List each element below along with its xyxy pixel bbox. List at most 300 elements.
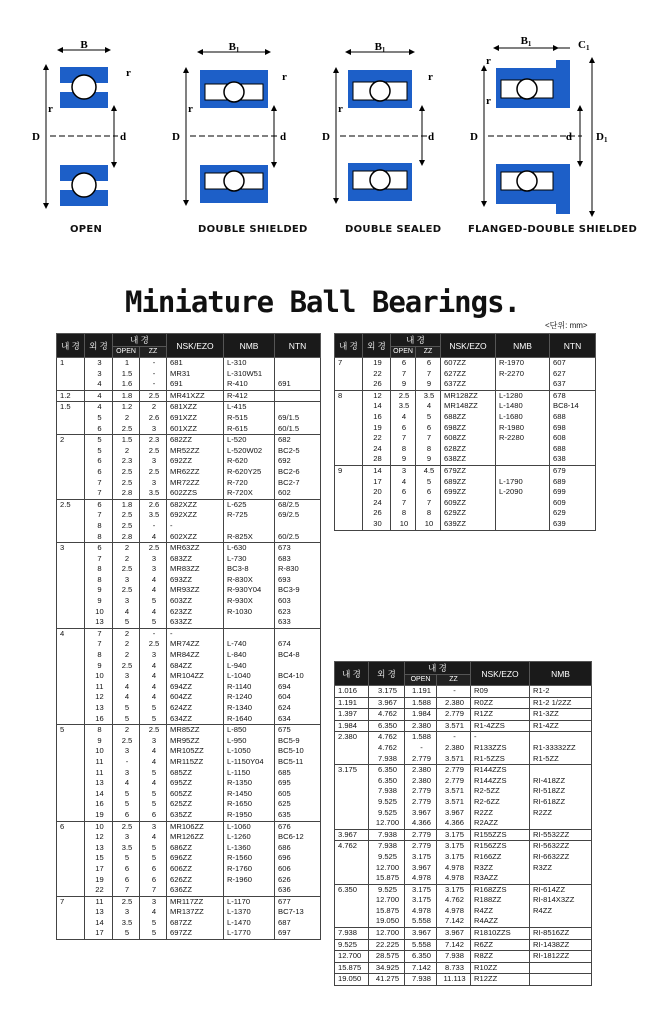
table-cell: R-1450 [224,789,275,800]
table-row [335,732,592,743]
table-cell: 1.2 [113,402,140,413]
table-cell: 3.175 [405,895,437,906]
table-cell: 6 [113,875,140,886]
table-cell [57,650,85,661]
dim-label-d: d [428,131,435,143]
table-cell: 3 [140,554,167,565]
table-cell: 5 [57,725,85,736]
table-cell: RI-8516ZZ [530,928,592,940]
table-cell: R3ZZ [471,863,530,874]
table-cell: 691 [275,379,321,390]
table-cell: MR126ZZ [167,832,224,843]
table-cell: 16 [85,714,113,725]
table-cell: MR72ZZ [167,478,224,489]
table-cell: 5 [416,412,441,423]
table-cell: MR85ZZ [167,725,224,736]
table-cell: 19 [363,358,391,369]
table-cell: 7 [85,478,113,489]
table-cell [57,575,85,586]
table-cell: 22 [363,433,391,444]
table-cell: 2.3 [113,456,140,467]
table-cell: 3.5 [391,401,416,412]
table-cell: 1.8 [113,390,140,402]
table-row [335,401,596,412]
table-cell: R144ZZS [471,765,530,776]
table-cell: R1810ZZS [471,928,530,940]
table-cell: 69/1.5 [275,413,321,424]
table-cell: 6 [57,821,85,832]
table-cell: L-840 [224,650,275,661]
table-cell: MR83ZZ [167,564,224,575]
table-cell: R8ZZ [471,951,530,963]
table-cell [57,488,85,499]
table-cell: 5.558 [405,939,437,951]
table-cell: 4.762 [369,709,405,721]
table-cell: 2.6 [140,413,167,424]
table-row [335,829,592,841]
table-cell: MR52ZZ [167,446,224,457]
table-cell [335,412,363,423]
table-cell: 1.984 [335,720,369,732]
table-cell: 2.380 [437,743,471,754]
table-cell: 3 [113,746,140,757]
table-cell: 2 [113,446,140,457]
table-cell: R188ZZ [471,895,530,906]
table-cell: 9 [85,585,113,596]
dim-label-B1: B1 [520,35,532,48]
table-cell [57,521,85,532]
table-cell: 695 [275,778,321,789]
table-cell: 3 [113,907,140,918]
table-cell: 3.175 [437,884,471,895]
table-cell: 691 [167,379,224,390]
table-cell: MR84ZZ [167,650,224,661]
table-cell [57,703,85,714]
table-cell: 692XZZ [167,510,224,521]
table-cell: 2 [113,725,140,736]
table-cell: 3.571 [437,786,471,797]
table-cell [57,875,85,886]
table-cell: 5 [140,928,167,939]
table-cell [57,682,85,693]
table-cell: 19 [85,810,113,821]
table-cell: 20 [363,487,391,498]
table-cell: R156ZZS [471,841,530,852]
table-cell [57,918,85,929]
table-cell: 5 [85,446,113,457]
table-cell: 698 [550,423,596,434]
dim-label-D: D [172,131,180,143]
table-cell: 6.350 [369,776,405,787]
table-cell: 2.5 [113,564,140,575]
caption-double-shielded: DOUBLE SHIELDED [198,224,308,235]
table-cell: 6 [391,487,416,498]
table-cell [335,754,369,765]
table-cell: 608 [550,433,596,444]
table-cell: R2ZZ [471,808,530,819]
table-cell: 4 [113,682,140,693]
table-cell: 2.779 [437,776,471,787]
table-row [57,607,321,618]
table-cell: 2.779 [405,797,437,808]
table-cell: 687 [275,918,321,929]
table-row [335,841,592,852]
table-cell: 4.762 [437,895,471,906]
table-cell: 4.978 [437,873,471,884]
table-cell: 3 [57,543,85,554]
dim-label-d: d [120,131,127,143]
table-row [335,720,592,732]
table-cell: 678 [550,390,596,401]
table-cell: 26 [363,379,391,390]
table-row [335,709,592,721]
table-cell: 7 [57,896,85,907]
table-row [335,884,592,895]
table-cell: 5 [140,918,167,929]
table-cell: 3 [113,596,140,607]
table-cell: R144ZZS [471,776,530,787]
table-cell: 2.5 [57,499,85,510]
table-cell: 604 [275,692,321,703]
header-nsk-ezo: NSK/EZO [441,334,496,358]
table-cell [57,885,85,896]
table-cell: 9.525 [335,939,369,951]
table-cell: RI-618ZZ [530,797,592,808]
table-cell: 22.225 [369,939,405,951]
table-row [57,896,321,907]
table-cell: 695ZZ [167,778,224,789]
table-cell: 694ZZ [167,682,224,693]
table-cell: 3 [140,896,167,907]
table-cell [496,508,550,519]
dim-label-r: r [282,71,287,83]
table-row [57,853,321,864]
table-cell: RI-614ZZ [530,884,592,895]
table-cell: L-1150Y04 [224,757,275,768]
table-cell: 3 [140,821,167,832]
table-cell: - [471,732,530,743]
table-cell: 3.967 [369,697,405,709]
table-row [57,757,321,768]
table-cell: RI-6632ZZ [530,852,592,863]
table-cell [496,519,550,530]
table-cell: L-1370 [224,907,275,918]
table-cell: 5 [140,853,167,864]
table-cell: 6.350 [335,884,369,895]
table-cell [57,832,85,843]
table-cell: 677 [275,896,321,907]
table-cell: 1 [57,358,85,369]
table-row [57,746,321,757]
table-cell [57,661,85,672]
table-cell: R4ZZ [471,906,530,917]
table-cell: L-1170 [224,896,275,907]
table-cell: - [140,628,167,639]
table-cell: L-415 [224,402,275,413]
table-cell: 4.978 [405,873,437,884]
table-row [57,918,321,929]
table-cell: 11.113 [437,974,471,986]
table-cell: 603 [275,596,321,607]
table-cell [335,454,363,465]
table-cell: L-1790 [496,477,550,488]
table-cell: 5 [140,703,167,714]
table-cell: 2.6 [140,499,167,510]
table-cell: 2.5 [113,478,140,489]
table-cell: R-1960 [224,875,275,886]
table-cell: 7 [416,498,441,509]
table-cell: R3AZZ [471,873,530,884]
table-row [335,423,596,434]
table-cell: 12.700 [369,928,405,940]
table-cell: MR148ZZ [441,401,496,412]
table-cell: 3.175 [437,852,471,863]
table-cell: - [437,686,471,698]
table-cell: 2.5 [113,424,140,435]
table-cell: 14 [85,918,113,929]
table-cell: 7.938 [369,829,405,841]
table-cell: 7 [85,639,113,650]
table-cell: 3.175 [437,829,471,841]
dim-label-D1: D1 [596,131,608,144]
table-row [57,639,321,650]
table-cell: 9 [335,465,363,476]
table-cell [496,454,550,465]
table-cell: - [140,521,167,532]
table-cell: R-2280 [496,433,550,444]
table-row [57,692,321,703]
table-cell: 5 [113,789,140,800]
table-cell [57,757,85,768]
table-cell: 19 [363,423,391,434]
table-cell: 2.5 [113,736,140,747]
table-cell: R-1240 [224,692,275,703]
table-cell: R1-4ZZ [530,720,592,732]
table-cell: L-310 [224,358,275,369]
table-cell: R-2270 [496,369,550,380]
table-row [57,446,321,457]
table-cell: 5 [416,477,441,488]
table-cell: MR93ZZ [167,585,224,596]
table-cell [57,617,85,628]
table-cell: R6ZZ [471,939,530,951]
table-cell: - [140,379,167,390]
table-cell: 626 [275,875,321,886]
table-cell: 673 [275,543,321,554]
table-cell: L-730 [224,554,275,565]
header-zz: ZZ [437,675,471,686]
table-cell: 1.5 [57,402,85,413]
table-cell: 609ZZ [441,498,496,509]
table-cell [57,639,85,650]
table-cell: 4 [140,746,167,757]
table-cell: 8 [85,532,113,543]
table-cell: - [140,369,167,380]
table-cell: 683ZZ [167,554,224,565]
table-cell: 7 [416,433,441,444]
right-bottom-bearing-table [334,661,592,986]
table-cell: 639 [550,519,596,530]
table-cell: 3.571 [437,720,471,732]
table-cell: BC6-12 [275,832,321,843]
table-cell: 4.762 [369,732,405,743]
table-cell: R1-3ZZ [530,709,592,721]
table-cell: 68/2.5 [275,499,321,510]
table-cell: 4 [416,401,441,412]
table-cell: 7 [85,510,113,521]
table-row [335,916,592,927]
table-cell: R2ZZ [530,808,592,819]
table-cell: 9 [391,454,416,465]
table-cell: R-1980 [496,423,550,434]
table-row [335,797,592,808]
table-cell: MR31 [167,369,224,380]
dim-label-D: D [32,131,40,143]
table-cell: 4.366 [437,818,471,829]
table-cell: 15.875 [369,873,405,884]
table-cell: 8 [416,508,441,519]
table-cell: 683 [275,554,321,565]
table-cell: L-1280 [496,390,550,401]
table-cell: 3.967 [405,928,437,940]
table-cell [57,928,85,939]
table-cell: 6 [140,864,167,875]
table-cell: 1.191 [405,686,437,698]
table-cell: 6 [85,467,113,478]
table-cell: 6 [85,424,113,435]
dim-label-B: B [80,39,88,51]
table-cell: 5 [113,928,140,939]
table-cell: 15.875 [369,906,405,917]
table-row [335,519,596,530]
table-cell: R-1640 [224,714,275,725]
table-cell: L-1480 [496,401,550,412]
table-cell: 674 [275,639,321,650]
table-cell [57,446,85,457]
table-cell: 4.366 [405,818,437,829]
table-cell: RI-5532ZZ [530,829,592,841]
table-row [57,358,321,369]
table-cell: 3.5 [416,390,441,401]
table-cell: 629 [550,508,596,519]
table-cell: 14 [85,789,113,800]
table-cell: 16 [85,799,113,810]
header-zz: ZZ [140,347,167,358]
table-cell: 7.142 [437,939,471,951]
table-cell: 4 [113,778,140,789]
table-cell: 696ZZ [167,853,224,864]
table-cell: 17 [85,864,113,875]
table-cell: R10ZZ [471,962,530,974]
table-cell: 4.978 [405,906,437,917]
table-cell [224,617,275,628]
table-cell: 4 [140,778,167,789]
right-top-bearing-table [334,333,596,531]
header-open: OPEN [391,347,416,358]
table-cell: BC3-8 [224,564,275,575]
table-cell: 7.938 [335,928,369,940]
table-row [335,444,596,455]
table-cell: 16 [363,412,391,423]
table-cell: 7.142 [405,962,437,974]
table-cell: 15.875 [335,962,369,974]
table-row [57,456,321,467]
table-cell: 4 [391,477,416,488]
table-cell: 7 [416,369,441,380]
table-row [57,810,321,821]
table-row [57,564,321,575]
table-cell: 13 [85,617,113,628]
table-row [57,596,321,607]
table-cell: 624ZZ [167,703,224,714]
table-row [57,661,321,672]
table-cell [335,423,363,434]
table-row [57,575,321,586]
dim-label-D: D [470,131,478,143]
header-ntn: NTN [550,334,596,358]
table-cell: - [113,757,140,768]
table-cell [335,852,369,863]
table-cell: 6 [416,358,441,369]
table-cell: R-825X [224,532,275,543]
table-row [335,974,592,986]
table-cell: R-1350 [224,778,275,789]
table-cell: 694 [275,682,321,693]
table-cell [57,478,85,489]
table-cell: 10 [416,519,441,530]
table-cell: 4 [140,682,167,693]
header-outer-diameter: 외 경 [85,334,113,358]
table-row [335,477,596,488]
table-cell: 2 [113,628,140,639]
table-cell: MR41XZZ [167,390,224,402]
table-cell: R-1970 [496,358,550,369]
table-cell: R168ZZS [471,884,530,895]
table-cell: MR137ZZ [167,907,224,918]
table-cell: 9 [85,736,113,747]
header-width: 내 경 [405,662,471,675]
header-open: OPEN [113,347,140,358]
table-cell: R-720 [224,478,275,489]
table-cell: 2.5 [113,510,140,521]
table-cell: R-1560 [224,853,275,864]
table-cell: BC5-11 [275,757,321,768]
table-cell [57,532,85,543]
table-cell: 634 [275,714,321,725]
table-cell [57,379,85,390]
table-cell: 9 [416,454,441,465]
table-cell: 698ZZ [441,423,496,434]
table-cell: 8.733 [437,962,471,974]
table-cell: 4.978 [437,863,471,874]
table-cell: 607ZZ [441,358,496,369]
dim-label-D: D [322,131,330,143]
table-cell: R1-5ZZS [471,754,530,765]
table-cell: 693 [275,575,321,586]
table-cell: 4 [140,671,167,682]
table-cell: 2.380 [405,776,437,787]
table-cell: 28.575 [369,951,405,963]
table-cell: 7 [85,554,113,565]
table-cell: 688ZZ [441,412,496,423]
header-width: 내 경 [391,334,441,347]
table-cell: 679ZZ [441,465,496,476]
table-cell: 6.350 [369,720,405,732]
dim-label-r: r [126,67,131,79]
table-cell: 688 [550,444,596,455]
header-nmb: NMB [530,662,592,686]
table-cell: 7.938 [369,754,405,765]
